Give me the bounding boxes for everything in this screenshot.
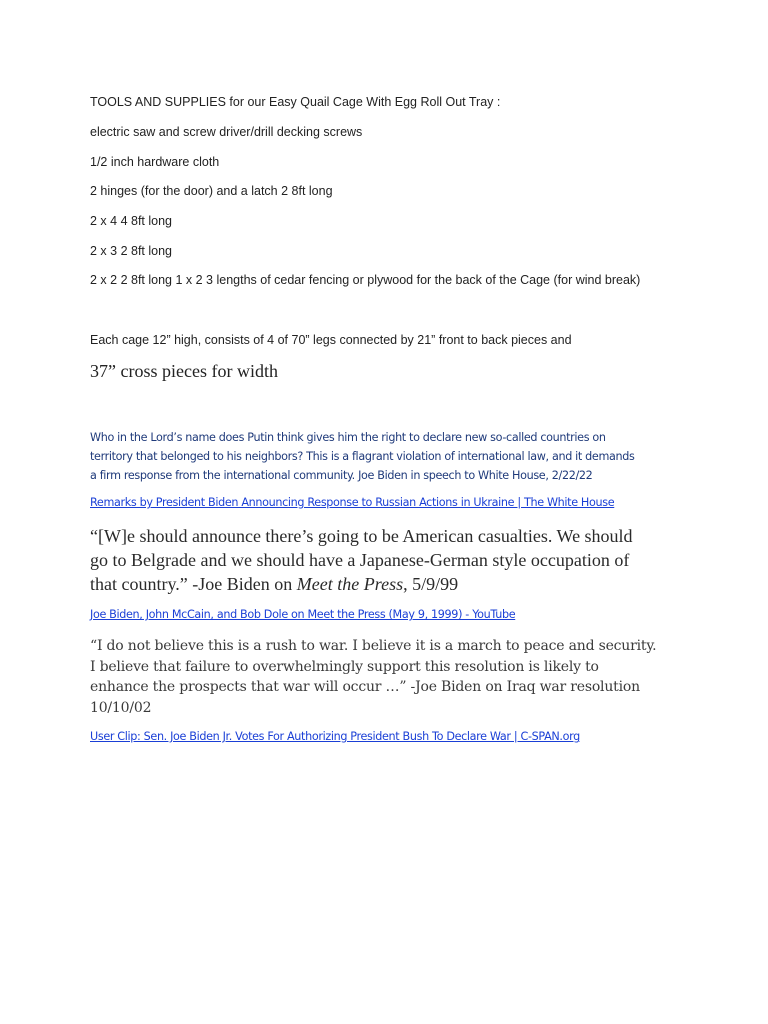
tools-heading: TOOLS AND SUPPLIES for our Easy Quail Cage With Egg Roll Out Tray : [90, 95, 501, 109]
tools-item: 2 x 2 2 8ft long 1 x 2 3 lengths of cedar fencing or plywood for the back of the Cage (for wind break) [90, 273, 641, 287]
tools-item: 2 x 4 4 8ft long [90, 214, 173, 228]
quote-line: territory that belonged to his neighbors? This is a flagrant violation of international law, and it demands [90, 450, 635, 463]
tools-item: 2 x 3 2 8ft long [90, 244, 173, 258]
cage-description-continued: 37” cross pieces for width [90, 361, 278, 381]
tools-item: 1/2 inch hardware cloth [90, 155, 220, 169]
quote-line: a firm response from the international community. Joe Biden in speech to White House, 2/22/22 [90, 469, 593, 482]
quote-attribution: that country.” -Joe Biden on [90, 574, 297, 594]
quote-line: “I do not believe this is a rush to war. I believe it is a march to peace and security. [90, 638, 657, 654]
biden-quote-ukraine [90, 428, 690, 485]
cage-description: Each cage 12” high, consists of 4 of 70” legs connected by 21” front to back pieces and [90, 333, 572, 347]
quote-line: “[W]e should announce there’s going to be American casualties. We should [90, 526, 633, 546]
tools-item: 2 hinges (for the door) and a latch 2 8ft long [90, 184, 333, 198]
quote-line: I believe that failure to overwhelmingly support this resolution is likely to [90, 658, 599, 675]
cspan-link[interactable]: User Clip: Sen. Joe Biden Jr. Votes For Authorizing President Bush To Declare War | C-SPAN.org [90, 730, 580, 743]
biden-quote-iraq [90, 636, 690, 718]
quote-date: , 5/9/99 [403, 574, 459, 594]
quote-line [90, 572, 690, 596]
quote-line: enhance the prospects that war will occur …” -Joe Biden on Iraq war resolution [90, 679, 640, 695]
white-house-link[interactable]: Remarks by President Biden Announcing Response to Russian Actions in Ukraine | The White House [90, 496, 615, 509]
tools-item: electric saw and screw driver/drill decking screws [90, 125, 363, 139]
quote-line: Who in the Lord’s name does Putin think gives him the right to declare new so-called countries on [90, 431, 606, 444]
quote-line: 10/10/02 [90, 699, 152, 716]
biden-quote-belgrade [90, 524, 690, 596]
show-title: Meet the Press [296, 574, 404, 594]
quote-line: go to Belgrade and we should have a Japanese-German style occupation of [90, 550, 630, 570]
youtube-link[interactable]: Joe Biden, John McCain, and Bob Dole on Meet the Press (May 9, 1999) - YouTube [90, 608, 516, 621]
